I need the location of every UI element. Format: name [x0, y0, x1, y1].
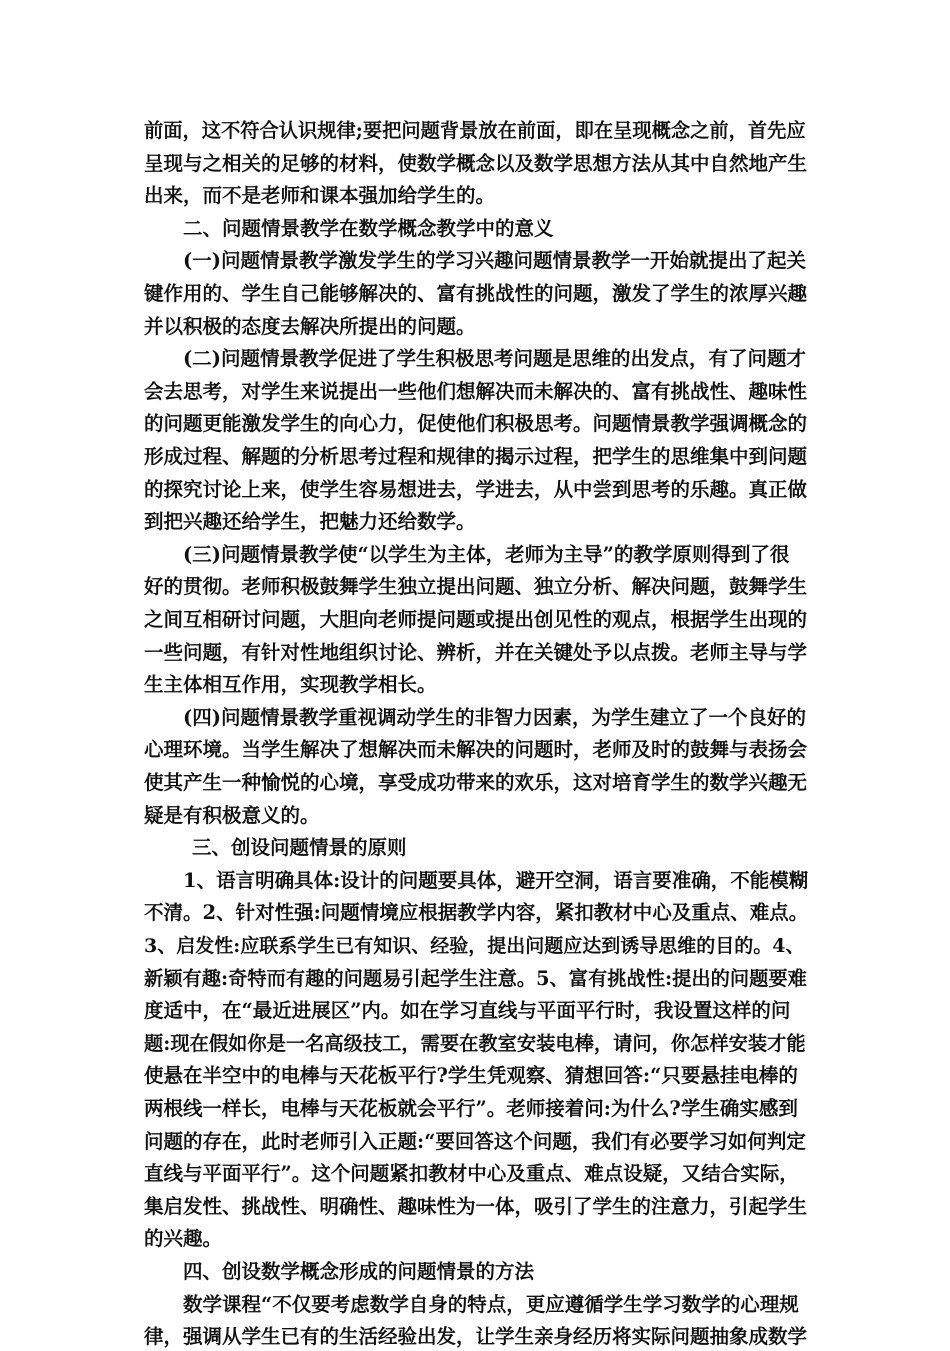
text-line: 数学课程“不仅要考虑数学自身的特点，更应遵循学生学习数学的心理规 [183, 1292, 799, 1316]
text-line: 问题的存在，此时老师引入正题:“要回答这个问题，我们有必要学习如何判定 [144, 1129, 806, 1153]
text-line: 的兴趣。 [144, 1227, 223, 1251]
text-line: 之间互相研讨问题，大胆向老师提问题或提出创见性的观点，根据学生出现的 [144, 608, 808, 631]
text-line: 呈现与之相关的足够的材料，使数学概念以及数学思想方法从其中自然地产生 [144, 151, 808, 175]
text-line: 不清。2、针对性强:问题情境应根据教学内容，紧扣教材中心及重点、难点。 [144, 901, 809, 925]
text-line: 一些问题，有针对性地组织讨论、辨析，并在关键处予以点拨。老师主导与学 [144, 640, 808, 664]
text-line: (三)问题情景教学使“以学生为主体，老师为主导”的教学原则得到了很 [183, 542, 790, 566]
text-line: 的问题更能激发学生的向心力，促使他们积极思考。问题情景教学强调概念的 [144, 412, 808, 436]
text-line: 并以积极的态度去解决所提出的问题。 [144, 314, 476, 338]
text-line: 度适中，在“最近进展区”内。如在学习直线与平面平行时，我设置这样的问 [144, 999, 791, 1023]
text-line: 题:现在假如你是一名高级技工，需要在教室安装电棒，请问，你怎样安装才能 [144, 1031, 806, 1055]
text-line: 好的贯彻。老师积极鼓舞学生独立提出问题、独立分析、解决问题，鼓舞学生 [144, 575, 808, 599]
text-line: (四)问题情景教学重视调动学生的非智力因素，为学生建立了一个良好的 [183, 705, 806, 729]
text-line: 律，强调从学生已有的生活经验出发，让学生亲身经历将实际问题抽象成数学 [144, 1325, 808, 1349]
text-line: 心理环境。当学生解决了想解决而未解决的问题时，老师及时的鼓舞与表扬会 [144, 738, 808, 762]
section-heading: 三、创设问题情景的原则 [192, 836, 407, 860]
text-line: 两根线一样长，电棒与天花板就会平行”。老师接着问:为什么?学生确实感到 [144, 1097, 798, 1120]
text-line: 新颖有趣:奇特而有趣的问题易引起学生注意。5、富有挑战性:提出的问题要难 [144, 966, 807, 990]
text-line: 出来，而不是老师和课本强加给学生的。 [144, 184, 496, 208]
text-line: 直线与平面平行”。这个问题紧扣教材中心及重点、难点设疑，又结合实际， [144, 1162, 799, 1186]
text-line: 键作用的、学生自己能够解决的、富有挑战性的问题，激发了学生的浓厚兴趣 [144, 282, 808, 305]
text-line: 3、启发性:应联系学生已有知识、经验，提出问题应达到诱导思维的目的。4、 [144, 935, 805, 957]
text-line: 1、语言明确具体:设计的问题要具体，避开空洞，语言要准确，不能模糊 [183, 868, 809, 892]
text-line: 生主体相互作用，实现教学相长。 [144, 673, 437, 697]
text-line: 前面，这不符合认识规律;要把问题背景放在前面，即在呈现概念之前，首先应 [144, 119, 806, 142]
text-line: 会去思考，对学生来说提出一些他们想解决而未解决的、富有挑战性、趣味性 [144, 379, 808, 403]
text-line: 到把兴趣还给学生，把魅力还给数学。 [144, 510, 476, 534]
text-line: 使悬在半空中的电棒与天花板平行?学生凭观察、猜想回答:“只要悬挂电棒的 [144, 1064, 798, 1088]
text-line: 集启发性、挑战性、明确性、趣味性为一体，吸引了学生的注意力，引起学生 [144, 1194, 808, 1218]
text-line: (一)问题情景教学激发学生的学习兴趣问题情景教学一开始就提出了起关 [183, 249, 806, 273]
text-line: 使其产生一种愉悦的心境，享受成功带来的欢乐，这对培育学生的数学兴趣无 [144, 771, 808, 794]
section-heading: 二、问题情景教学在数学概念教学中的意义 [183, 216, 554, 240]
section-heading: 四、创设数学概念形成的问题情景的方法 [183, 1260, 535, 1283]
text-line: 疑是有积极意义的。 [144, 803, 320, 827]
text-line: (二)问题情景教学促进了学生积极思考问题是思维的出发点，有了问题才 [183, 347, 806, 371]
text-line: 形成过程、解题的分析思考过程和规律的揭示过程，把学生的思维集中到问题 [144, 445, 808, 468]
text-line: 的探究讨论上来，使学生容易想进去，学进去，从中尝到思考的乐趣。真正做 [144, 477, 808, 501]
